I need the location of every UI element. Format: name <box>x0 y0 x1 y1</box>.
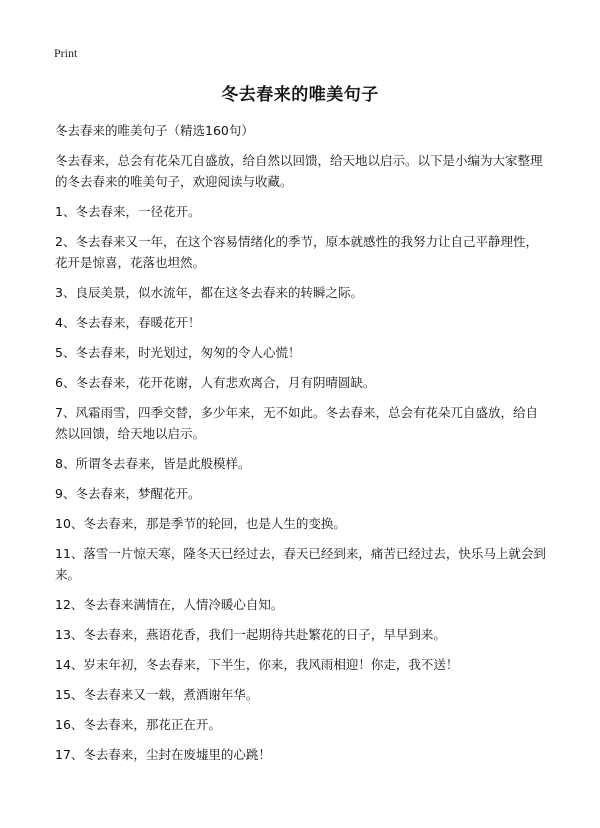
sentence-entry: 13、冬去春来，燕语花香，我们一起期待共赴繁花的日子，早早到来。 <box>55 627 446 642</box>
sentence-entry: 8、所谓冬去春来，皆是此般模样。 <box>55 456 251 471</box>
sentence-entry: 1、冬去春来，一径花开。 <box>55 204 201 219</box>
sentence-entry: 17、冬去春来，尘封在废墟里的心跳！ <box>55 747 271 762</box>
sentence-entry: 4、冬去春来，春暖花开！ <box>55 315 201 330</box>
sentence-entry: 3、良辰美景，似水流年，都在这冬去春来的转瞬之际。 <box>55 285 363 300</box>
sentence-entry: 14、岁末年初，冬去春来，下半生，你来，我风雨相迎！你走，我不送！ <box>55 657 459 672</box>
sentence-entry: 5、冬去春来，时光划过，匆匆的令人心慌！ <box>55 345 301 360</box>
sentence-entry: 7、风霜雨雪，四季交替，多少年来，无不如此。冬去春来，总会有花朵兀自盛放，给自然以回馈，给天地以启示。 <box>55 405 538 441</box>
sentence-entry: 10、冬去春来，那是季节的轮回，也是人生的变换。 <box>55 516 346 531</box>
sentence-entry: 2、冬去春来又一年，在这个容易情绪化的季节，原本就感性的我努力让自己平静理性，花开是惊喜，花落也坦然。 <box>55 234 538 270</box>
sentence-entry: 12、冬去春来满情在，人情冷暖心自知。 <box>55 597 284 612</box>
page-title: 冬去春来的唯美句子 <box>221 85 379 105</box>
intro-paragraph: 冬去春来，总会有花朵兀自盛放，给自然以回馈，给天地以启示。以下是小编为大家整理的冬去春来的唯美句子，欢迎阅读与收藏。 <box>55 153 543 189</box>
document-body <box>55 150 550 774</box>
sentence-entry: 15、冬去春来又一载，煮酒谢年华。 <box>55 687 259 702</box>
sentence-entry: 9、冬去春来，梦醒花开。 <box>55 486 201 501</box>
document-subtitle: 冬去春来的唯美句子（精选160句） <box>55 123 254 138</box>
sentence-entry: 16、冬去春来，那花正在开。 <box>55 717 221 732</box>
sentence-entry: 6、冬去春来，花开花谢，人有悲欢离合，月有阴晴圆缺。 <box>55 375 376 390</box>
sentence-entry: 11、落雪一片惊天寒，隆冬天已经过去，春天已经到来，痛苦已经过去，快乐马上就会到来。 <box>55 546 546 582</box>
print-link[interactable]: Print <box>54 46 78 60</box>
